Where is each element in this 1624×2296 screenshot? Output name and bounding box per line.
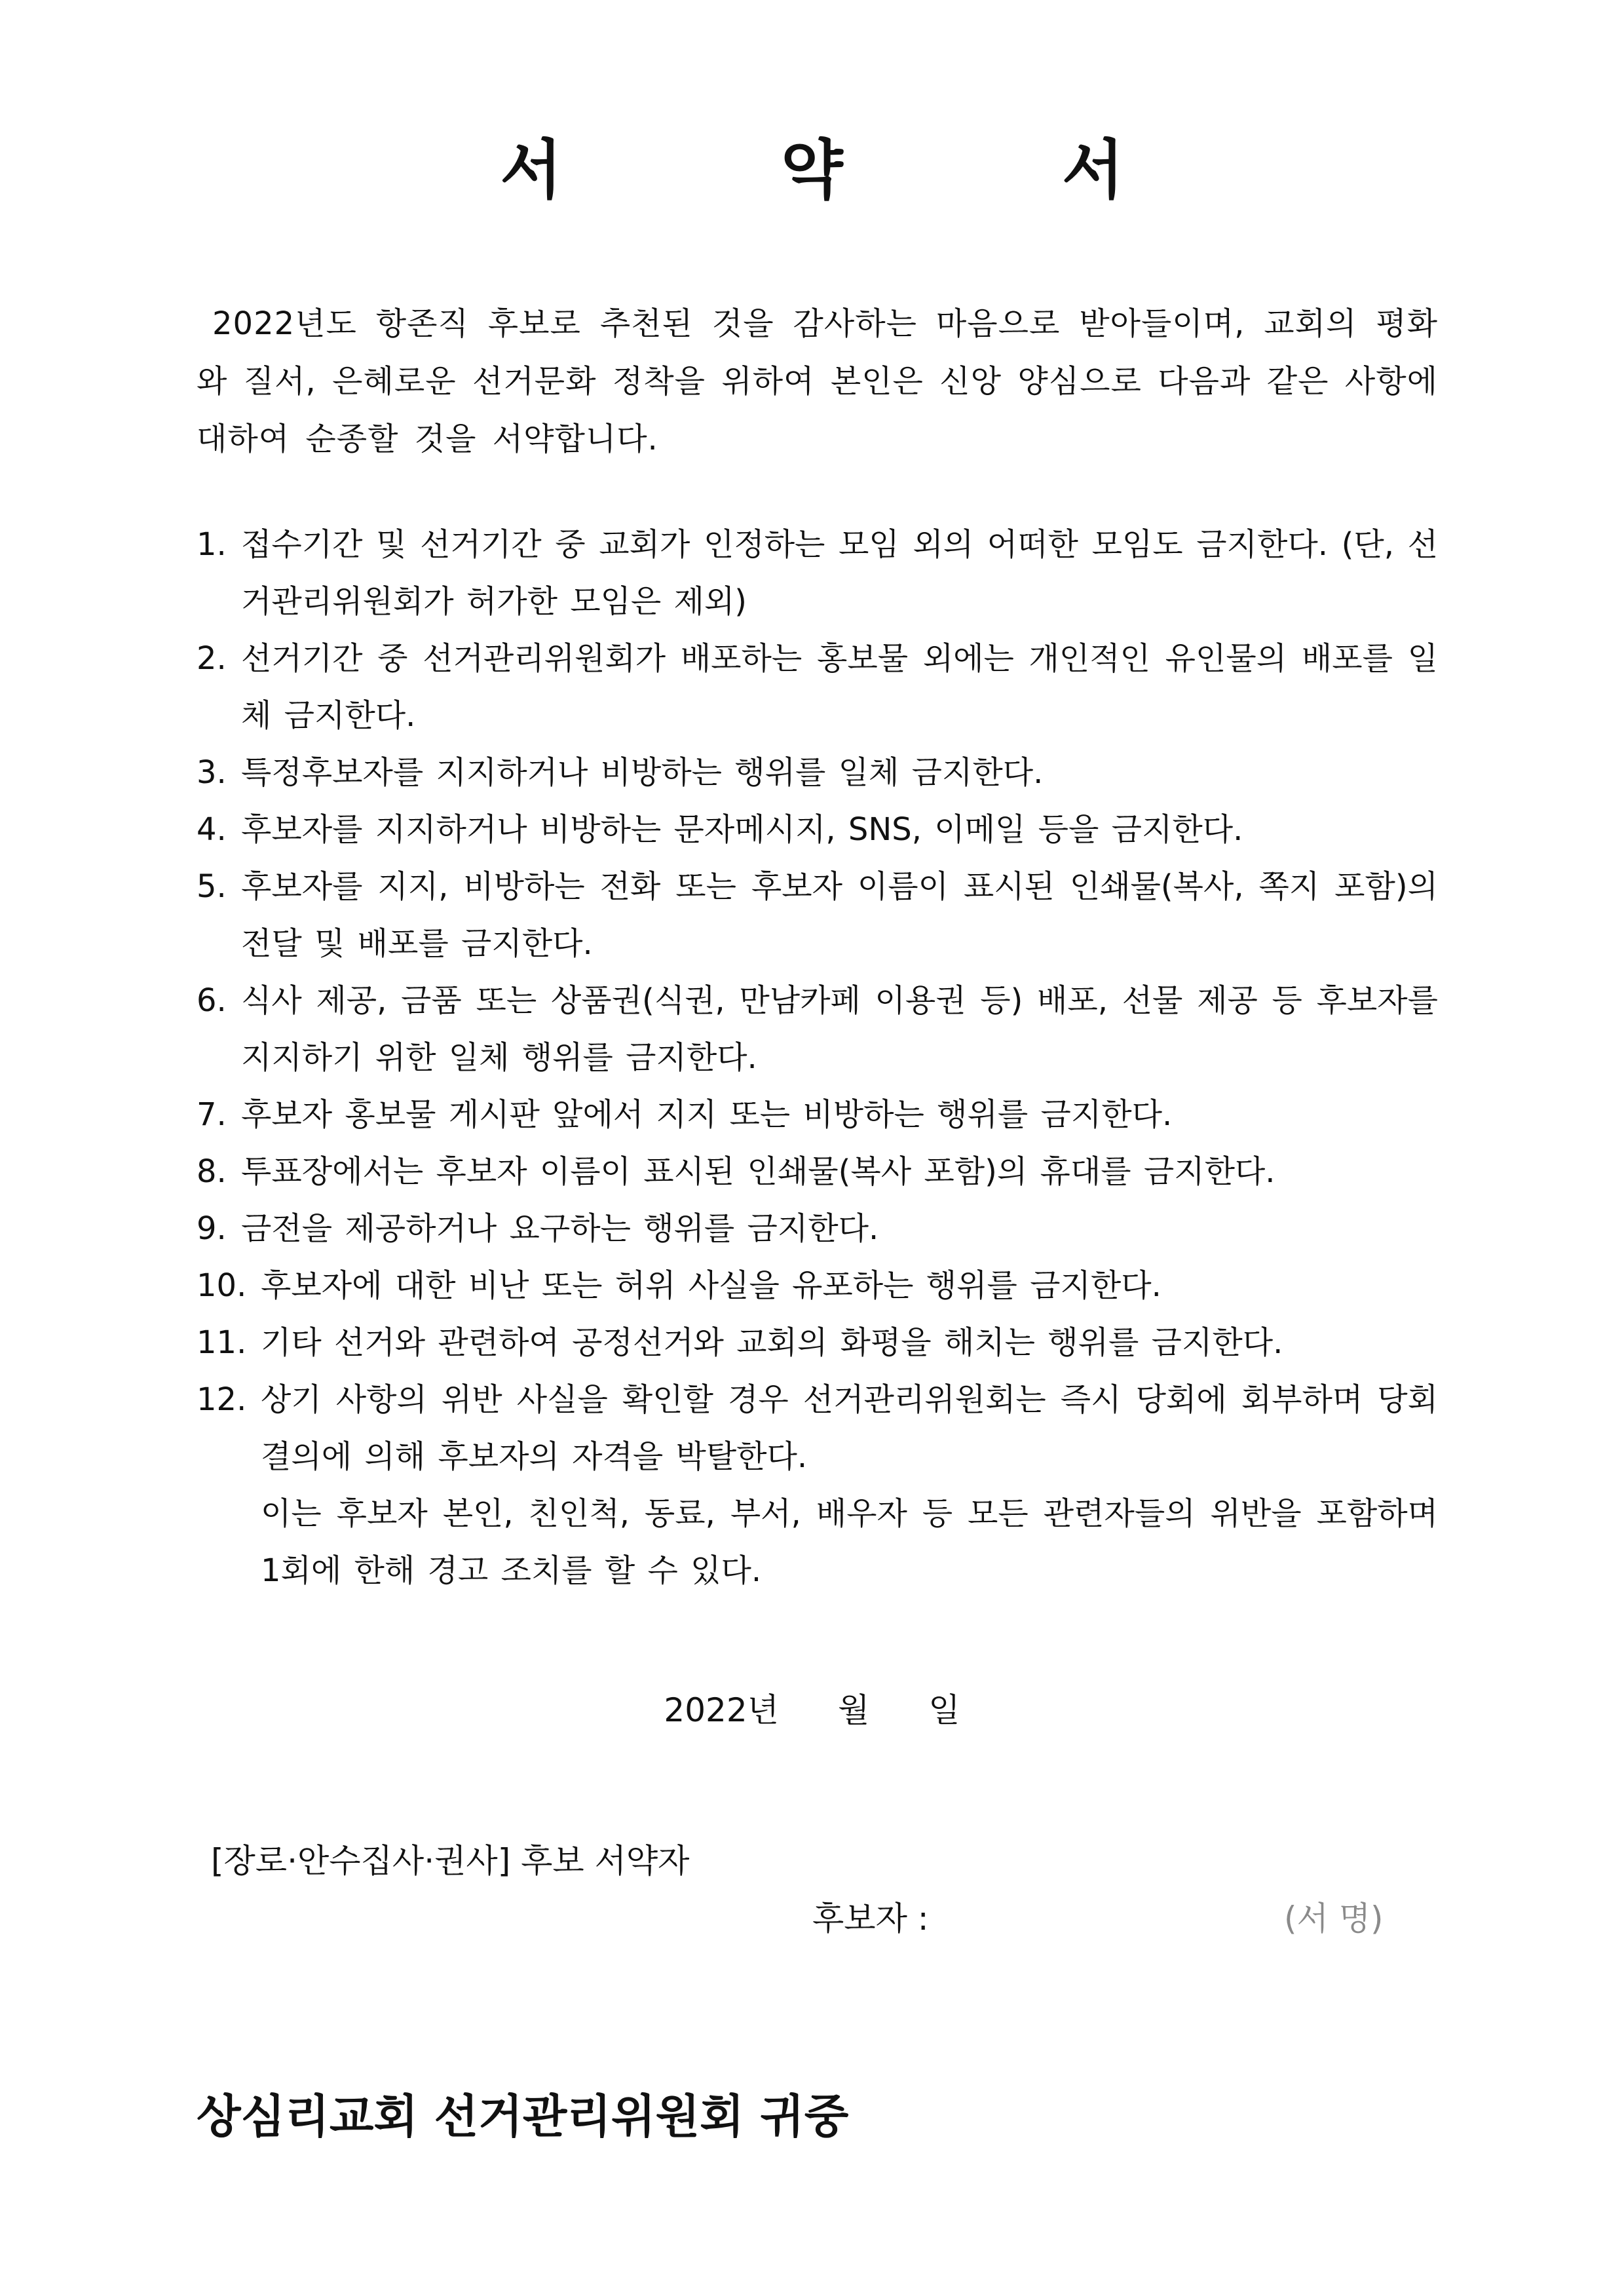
- item-number: 11.: [197, 1324, 247, 1361]
- document-title: 서 약 서: [500, 133, 1222, 208]
- item-text: 접수기간 및 선거기간 중 교회가 인정하는 모임 외의 어떠한 모임도 금지한다. (단, 선거관리위원회가 허가한 모임은 제외): [241, 526, 1438, 620]
- item-text: 투표장에서는 후보자 이름이 표시된 인쇄물(복사 포함)의 휴대를 금지한다.: [241, 1153, 1275, 1190]
- date-day: 일: [928, 1691, 960, 1729]
- list-item: [197, 1257, 1438, 1314]
- list-item: [197, 1086, 1438, 1143]
- item-text: 후보자에 대한 비난 또는 허위 사실을 유포하는 행위를 금지한다.: [261, 1267, 1161, 1304]
- item-number: 7.: [197, 1096, 227, 1133]
- item-text: 후보자를 지지, 비방하는 전화 또는 후보자 이름이 표시된 인쇄물(복사, 쪽지 포함)의 전달 및 배포를 금지한다.: [241, 868, 1438, 962]
- candidate-label: 후보자 :: [812, 1900, 929, 1938]
- item-text-continuation: 이는 후보자 본인, 친인척, 동료, 부서, 배우자 등 모든 관련자들의 위반을 포함하며 1회에 한해 경고 조치를 할 수 있다.: [261, 1495, 1438, 1589]
- item-text: 금전을 제공하거나 요구하는 행위를 금지한다.: [241, 1210, 879, 1247]
- list-item: [197, 1200, 1438, 1257]
- item-number: 12.: [197, 1381, 247, 1418]
- item-text: 상기 사항의 위반 사실을 확인할 경우 선거관리위원회는 즉시 당회에 회부하며 당회 결의에 의해 후보자의 자격을 박탈한다.: [261, 1381, 1438, 1475]
- list-item: [197, 1143, 1438, 1200]
- item-number: 4.: [197, 811, 227, 848]
- date-line: [0, 1681, 1624, 1740]
- list-item: [197, 801, 1438, 858]
- item-number: 3.: [197, 754, 227, 791]
- item-text: 후보자 홍보물 게시판 앞에서 지지 또는 비방하는 행위를 금지한다.: [241, 1096, 1173, 1133]
- item-number: 8.: [197, 1153, 227, 1190]
- date-month: 월: [837, 1691, 870, 1729]
- list-item: [197, 1371, 1438, 1599]
- item-number: 10.: [197, 1267, 247, 1304]
- list-item: [197, 1314, 1438, 1371]
- item-number: 1.: [197, 526, 227, 563]
- item-text: 기타 선거와 관련하여 공정선거와 교회의 화평을 해치는 행위를 금지한다.: [261, 1324, 1283, 1361]
- pledge-list: [197, 516, 1438, 1599]
- item-number: 5.: [197, 868, 227, 905]
- item-number: 6.: [197, 982, 227, 1019]
- date-year: 2022년: [664, 1691, 779, 1729]
- signature-hint: (서 명): [1284, 1900, 1384, 1938]
- intro-paragraph: 2022년도 항존직 후보로 추천된 것을 감사하는 마음으로 받아들이며, 교회의 평화와 질서, 은혜로운 선거문화 정착을 위하여 본인은 신앙 양심으로 다음과 같은 사항에 대하여 순종할 것을 서약합니다.: [197, 305, 1438, 457]
- item-text: 식사 제공, 금품 또는 상품권(식권, 만남카페 이용권 등) 배포, 선물 제공 등 후보자를 지지하기 위한 일체 행위를 금지한다.: [241, 982, 1438, 1076]
- item-text: 특정후보자를 지지하거나 비방하는 행위를 일체 금지한다.: [241, 754, 1044, 791]
- list-item: [197, 972, 1438, 1086]
- addressee: 상심리교회 선거관리위원회 귀중: [197, 2090, 849, 2143]
- list-item: [197, 858, 1438, 972]
- item-text: 선거기간 중 선거관리위원회가 배포하는 홍보물 외에는 개인적인 유인물의 배포를 일체 금지한다.: [241, 640, 1438, 734]
- list-item: [197, 630, 1438, 744]
- item-number: 2.: [197, 640, 227, 677]
- list-item: [197, 744, 1438, 801]
- item-number: 9.: [197, 1210, 227, 1247]
- item-text: 후보자를 지지하거나 비방하는 문자메시지, SNS, 이메일 등을 금지한다.: [241, 811, 1243, 848]
- list-item: [197, 516, 1438, 630]
- signer-label: [장로·안수집사·권사] 후보 서약자: [211, 1842, 690, 1880]
